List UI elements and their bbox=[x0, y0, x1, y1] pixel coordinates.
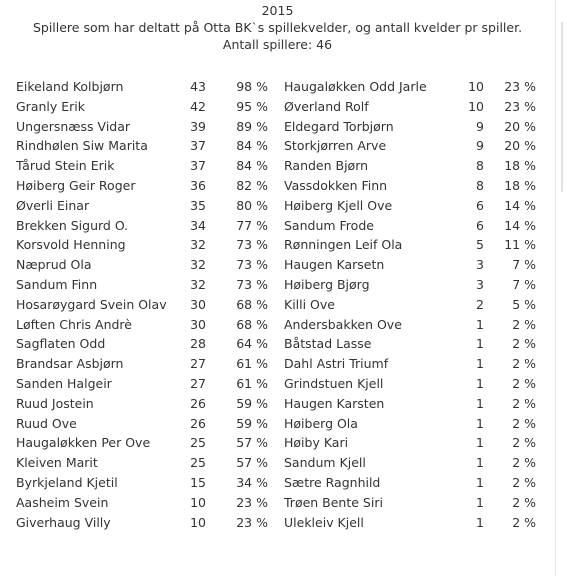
player-name: Korsvold Henning bbox=[16, 237, 126, 253]
attendance-percent: 68 % bbox=[236, 316, 268, 332]
evening-count: 32 bbox=[190, 276, 206, 292]
attendance-percent: 14 % bbox=[504, 217, 536, 233]
evening-count: 1 bbox=[476, 395, 484, 411]
player-count: Antall spillere: 46 bbox=[222, 37, 333, 52]
attendance-percent: 18 % bbox=[504, 177, 536, 193]
table-row bbox=[16, 176, 546, 196]
evening-count: 42 bbox=[190, 98, 206, 114]
player-name: Sandum Kjell bbox=[284, 455, 366, 471]
attendance-percent: 23 % bbox=[236, 494, 268, 510]
evening-count: 1 bbox=[476, 514, 484, 530]
attendance-percent: 20 % bbox=[504, 138, 536, 154]
year-heading: 2015 bbox=[261, 3, 294, 18]
attendance-percent: 34 % bbox=[236, 474, 268, 490]
attendance-percent: 2 % bbox=[512, 494, 536, 510]
player-name: Hosarøygard Svein Olav bbox=[16, 296, 167, 312]
player-name: Rønningen Leif Ola bbox=[284, 237, 403, 253]
evening-count: 27 bbox=[190, 356, 206, 372]
evening-count: 37 bbox=[190, 158, 206, 174]
attendance-percent: 77 % bbox=[236, 217, 268, 233]
table-row bbox=[16, 235, 546, 255]
evening-count: 3 bbox=[476, 257, 484, 273]
player-name: Granly Erik bbox=[16, 98, 86, 114]
player-name: Tårud Stein Erik bbox=[16, 158, 115, 174]
table-row bbox=[16, 315, 546, 335]
player-name: Haugen Karsetn bbox=[284, 257, 385, 273]
player-name: Andersbakken Ove bbox=[284, 316, 402, 332]
attendance-percent: 2 % bbox=[512, 336, 536, 352]
evening-count: 26 bbox=[190, 395, 206, 411]
player-name: Øverland Rolf bbox=[284, 98, 369, 114]
attendance-percent: 95 % bbox=[236, 98, 268, 114]
evening-count: 1 bbox=[476, 375, 484, 391]
attendance-percent: 11 % bbox=[504, 237, 536, 253]
attendance-percent: 2 % bbox=[512, 356, 536, 372]
player-name: Ulekleiv Kjell bbox=[284, 514, 364, 530]
table-row bbox=[16, 433, 546, 453]
player-name: Eldegard Torbjørn bbox=[284, 118, 394, 134]
evening-count: 1 bbox=[476, 455, 484, 471]
player-name: Ruud Jostein bbox=[16, 395, 94, 411]
attendance-percent: 84 % bbox=[236, 138, 268, 154]
player-name: Rindhølen Siw Marita bbox=[16, 138, 148, 154]
player-name: Båtstad Lasse bbox=[284, 336, 372, 352]
attendance-percent: 2 % bbox=[512, 455, 536, 471]
player-name: Brandsar Asbjørn bbox=[16, 356, 124, 372]
attendance-percent: 2 % bbox=[512, 415, 536, 431]
evening-count: 27 bbox=[190, 375, 206, 391]
attendance-percent: 14 % bbox=[504, 197, 536, 213]
attendance-percent: 2 % bbox=[512, 395, 536, 411]
evening-count: 1 bbox=[476, 494, 484, 510]
evening-count: 3 bbox=[476, 276, 484, 292]
player-name: Haugaløkken Odd Jarle bbox=[284, 79, 427, 94]
evening-count: 43 bbox=[190, 79, 206, 94]
evening-count: 1 bbox=[476, 415, 484, 431]
evening-count: 35 bbox=[190, 197, 206, 213]
evening-count: 10 bbox=[468, 98, 484, 114]
player-name: Høiberg Ola bbox=[284, 415, 358, 431]
attendance-percent: 64 % bbox=[236, 336, 268, 352]
table-row bbox=[16, 216, 546, 236]
evening-count: 15 bbox=[190, 474, 206, 490]
evening-count: 1 bbox=[476, 356, 484, 372]
evening-count: 5 bbox=[476, 237, 484, 253]
scrollbar[interactable] bbox=[556, 0, 567, 576]
player-name: Giverhaug Villy bbox=[16, 514, 111, 530]
attendance-percent: 59 % bbox=[236, 415, 268, 431]
attendance-percent: 61 % bbox=[236, 356, 268, 372]
evening-count: 6 bbox=[476, 197, 484, 213]
evening-count: 39 bbox=[190, 118, 206, 134]
attendance-percent: 82 % bbox=[236, 177, 268, 193]
evening-count: 9 bbox=[476, 138, 484, 154]
player-name: Ruud Ove bbox=[16, 415, 77, 431]
player-name: Næprud Ola bbox=[16, 257, 92, 273]
table-row bbox=[16, 493, 546, 513]
player-name: Aasheim Svein bbox=[16, 494, 109, 510]
attendance-percent: 57 % bbox=[236, 455, 268, 471]
attendance-percent: 2 % bbox=[512, 375, 536, 391]
player-name: Haugaløkken Per Ove bbox=[16, 435, 151, 451]
attendance-percent: 5 % bbox=[512, 296, 536, 312]
evening-count: 28 bbox=[190, 336, 206, 352]
attendance-percent: 73 % bbox=[236, 237, 268, 253]
attendance-percent: 2 % bbox=[512, 435, 536, 451]
attendance-percent: 23 % bbox=[236, 514, 268, 530]
table-row bbox=[16, 77, 546, 97]
table-row bbox=[16, 97, 546, 117]
table-row bbox=[16, 473, 546, 493]
player-name: Storkjørren Arve bbox=[284, 138, 387, 154]
evening-count: 25 bbox=[190, 455, 206, 471]
evening-count: 6 bbox=[476, 217, 484, 233]
player-name: Brekken Sigurd O. bbox=[16, 217, 129, 233]
scrollbar-thumb[interactable] bbox=[561, 22, 563, 192]
player-name: Killi Ove bbox=[284, 296, 335, 312]
table-row bbox=[16, 136, 546, 156]
player-name: Kleiven Marit bbox=[16, 455, 98, 471]
evening-count: 25 bbox=[190, 435, 206, 451]
player-name: Vassdokken Finn bbox=[284, 177, 388, 193]
evening-count: 1 bbox=[476, 435, 484, 451]
player-name: Trøen Bente Siri bbox=[284, 494, 383, 510]
attendance-percent: 84 % bbox=[236, 158, 268, 174]
evening-count: 1 bbox=[476, 316, 484, 332]
player-name: Løften Chris Andrè bbox=[16, 316, 132, 332]
evening-count: 10 bbox=[190, 494, 206, 510]
player-name: Høiberg Geir Roger bbox=[16, 177, 136, 193]
player-name: Sandum Frode bbox=[284, 217, 374, 233]
evening-count: 10 bbox=[190, 514, 206, 530]
table-row bbox=[16, 117, 546, 137]
attendance-percent: 20 % bbox=[504, 118, 536, 134]
evening-count: 37 bbox=[190, 138, 206, 154]
attendance-percent: 2 % bbox=[512, 316, 536, 332]
attendance-percent: 89 % bbox=[236, 118, 268, 134]
evening-count: 8 bbox=[476, 158, 484, 174]
document-header bbox=[0, 2, 555, 53]
attendance-percent: 2 % bbox=[512, 474, 536, 490]
table-row bbox=[16, 374, 546, 394]
evening-count: 36 bbox=[190, 177, 206, 193]
player-name: Sanden Halgeir bbox=[16, 375, 112, 391]
evening-count: 30 bbox=[190, 296, 206, 312]
player-name: Byrkjeland Kjetil bbox=[16, 474, 118, 490]
player-name: Høiby Kari bbox=[284, 435, 349, 451]
attendance-percent: 7 % bbox=[512, 257, 536, 273]
table-row bbox=[16, 354, 546, 374]
evening-count: 26 bbox=[190, 415, 206, 431]
attendance-percent: 61 % bbox=[236, 375, 268, 391]
player-name: Eikeland Kolbjørn bbox=[16, 79, 124, 94]
player-name: Ungersnæss Vidar bbox=[16, 118, 131, 134]
evening-count: 1 bbox=[476, 474, 484, 490]
attendance-percent: 18 % bbox=[504, 158, 536, 174]
evening-count: 32 bbox=[190, 257, 206, 273]
table-row bbox=[16, 196, 546, 216]
table-row bbox=[16, 453, 546, 473]
attendance-percent: 98 % bbox=[236, 79, 268, 94]
table-row bbox=[16, 414, 546, 434]
description-text: Spillere som har deltatt på Otta BK`s spillekvelder, og antall kvelder pr spiller. bbox=[32, 20, 523, 35]
attendance-percent: 23 % bbox=[504, 98, 536, 114]
player-name: Høiberg Kjell Ove bbox=[284, 197, 393, 213]
attendance-percent: 57 % bbox=[236, 435, 268, 451]
player-name: Haugen Karsten bbox=[284, 395, 385, 411]
attendance-percent: 68 % bbox=[236, 296, 268, 312]
player-name: Grindstuen Kjell bbox=[284, 375, 384, 391]
evening-count: 34 bbox=[190, 217, 206, 233]
evening-count: 10 bbox=[468, 79, 484, 94]
attendance-percent: 80 % bbox=[236, 197, 268, 213]
attendance-percent: 73 % bbox=[236, 276, 268, 292]
attendance-percent: 2 % bbox=[512, 514, 536, 530]
attendance-percent: 23 % bbox=[504, 79, 536, 94]
evening-count: 2 bbox=[476, 296, 484, 312]
evening-count: 9 bbox=[476, 118, 484, 134]
attendance-percent: 59 % bbox=[236, 395, 268, 411]
evening-count: 30 bbox=[190, 316, 206, 332]
player-name: Øverli Einar bbox=[16, 197, 90, 213]
player-name: Høiberg Bjørg bbox=[284, 276, 370, 292]
player-name: Randen Bjørn bbox=[284, 158, 369, 174]
evening-count: 8 bbox=[476, 177, 484, 193]
player-name: Sandum Finn bbox=[16, 276, 98, 292]
table-row bbox=[16, 156, 546, 176]
table-row bbox=[16, 513, 546, 533]
table-row bbox=[16, 255, 546, 275]
table-row bbox=[16, 334, 546, 354]
table-row bbox=[16, 394, 546, 414]
attendance-percent: 73 % bbox=[236, 257, 268, 273]
player-name: Sætre Ragnhild bbox=[284, 474, 381, 490]
player-name: Dahl Astri Triumf bbox=[284, 356, 389, 372]
player-table bbox=[16, 77, 546, 532]
evening-count: 32 bbox=[190, 237, 206, 253]
evening-count: 1 bbox=[476, 336, 484, 352]
attendance-percent: 7 % bbox=[512, 276, 536, 292]
table-row bbox=[16, 295, 546, 315]
table-row bbox=[16, 275, 546, 295]
player-name: Sagflaten Odd bbox=[16, 336, 106, 352]
